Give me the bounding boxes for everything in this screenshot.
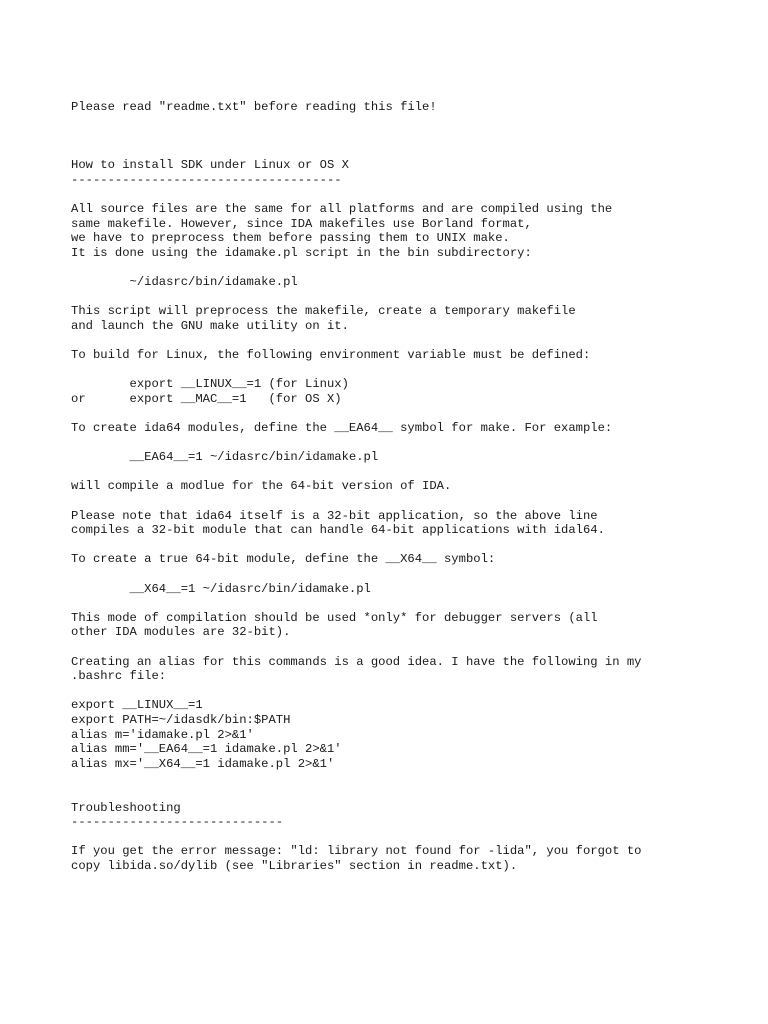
blank-line	[71, 261, 641, 276]
text-line: .bashrc file:	[71, 669, 167, 684]
blank-line	[71, 494, 641, 509]
text-line: Please note that ida64 itself is a 32-bit application, so the above line	[71, 508, 598, 523]
text-line: It is done using the idamake.pl script in the bin subdirectory:	[71, 245, 532, 260]
text-line: __EA64__=1 ~/idasrc/bin/idamake.pl	[71, 450, 379, 465]
blank-line	[71, 830, 641, 845]
text-line: To create a true 64-bit module, define the __X64__ symbol:	[71, 552, 496, 567]
blank-line	[71, 436, 641, 451]
blank-line	[71, 129, 641, 144]
blank-line	[71, 115, 641, 130]
text-line: -----------------------------	[71, 815, 284, 830]
blank-line	[71, 188, 641, 203]
text-line: Creating an alias for this commands is a good idea. I have the following in my	[71, 654, 642, 669]
text-line: -------------------------------------	[71, 172, 342, 187]
text-line: copy libida.so/dylib (see "Libraries" section in readme.txt).	[71, 858, 518, 873]
blank-line	[71, 406, 641, 421]
blank-line	[71, 334, 641, 349]
text-line: This mode of compilation should be used *only* for debugger servers (all	[71, 610, 598, 625]
text-line: All source files are the same for all platforms and are compiled using the	[71, 202, 613, 217]
text-line: export __LINUX__=1 (for Linux)	[71, 377, 349, 392]
text-line: and launch the GNU make utility on it.	[71, 318, 349, 333]
blank-line	[71, 465, 641, 480]
text-line: Troubleshooting	[71, 800, 181, 815]
text-line: same makefile. However, since IDA makefiles use Borland format,	[71, 216, 532, 231]
blank-line	[71, 290, 641, 305]
text-line: ~/idasrc/bin/idamake.pl	[71, 275, 298, 290]
text-line: or export __MAC__=1 (for OS X)	[71, 391, 342, 406]
blank-line	[71, 144, 641, 159]
text-line: compiles a 32-bit module that can handle 64-bit applications with idal64.	[71, 523, 605, 538]
blank-line	[71, 640, 641, 655]
blank-line	[71, 596, 641, 611]
text-line: alias mx='__X64__=1 idamake.pl 2>&1'	[71, 756, 335, 771]
text-line: will compile a modlue for the 64-bit version of IDA.	[71, 479, 452, 494]
text-line: __X64__=1 ~/idasrc/bin/idamake.pl	[71, 581, 371, 596]
text-line: export __LINUX__=1	[71, 698, 203, 713]
document-text	[71, 100, 641, 873]
text-line: export PATH=~/idasdk/bin:$PATH	[71, 712, 291, 727]
text-line: we have to preprocess them before passing them to UNIX make.	[71, 231, 510, 246]
blank-line	[71, 684, 641, 699]
text-line: If you get the error message: "ld: library not found for -lida", you forgot to	[71, 844, 642, 859]
text-line: alias m='idamake.pl 2>&1'	[71, 727, 254, 742]
text-line: How to install SDK under Linux or OS X	[71, 158, 349, 173]
text-line: Please read "readme.txt" before reading this file!	[71, 100, 437, 114]
blank-line	[71, 771, 641, 786]
text-line: other IDA modules are 32-bit).	[71, 625, 291, 640]
text-line: To build for Linux, the following environment variable must be defined:	[71, 348, 591, 363]
text-line: This script will preprocess the makefile, create a temporary makefile	[71, 304, 576, 319]
blank-line	[71, 567, 641, 582]
blank-line	[71, 363, 641, 378]
blank-line	[71, 786, 641, 801]
blank-line	[71, 538, 641, 553]
text-line: alias mm='__EA64__=1 idamake.pl 2>&1'	[71, 742, 342, 757]
text-line: To create ida64 modules, define the __EA64__ symbol for make. For example:	[71, 421, 613, 436]
